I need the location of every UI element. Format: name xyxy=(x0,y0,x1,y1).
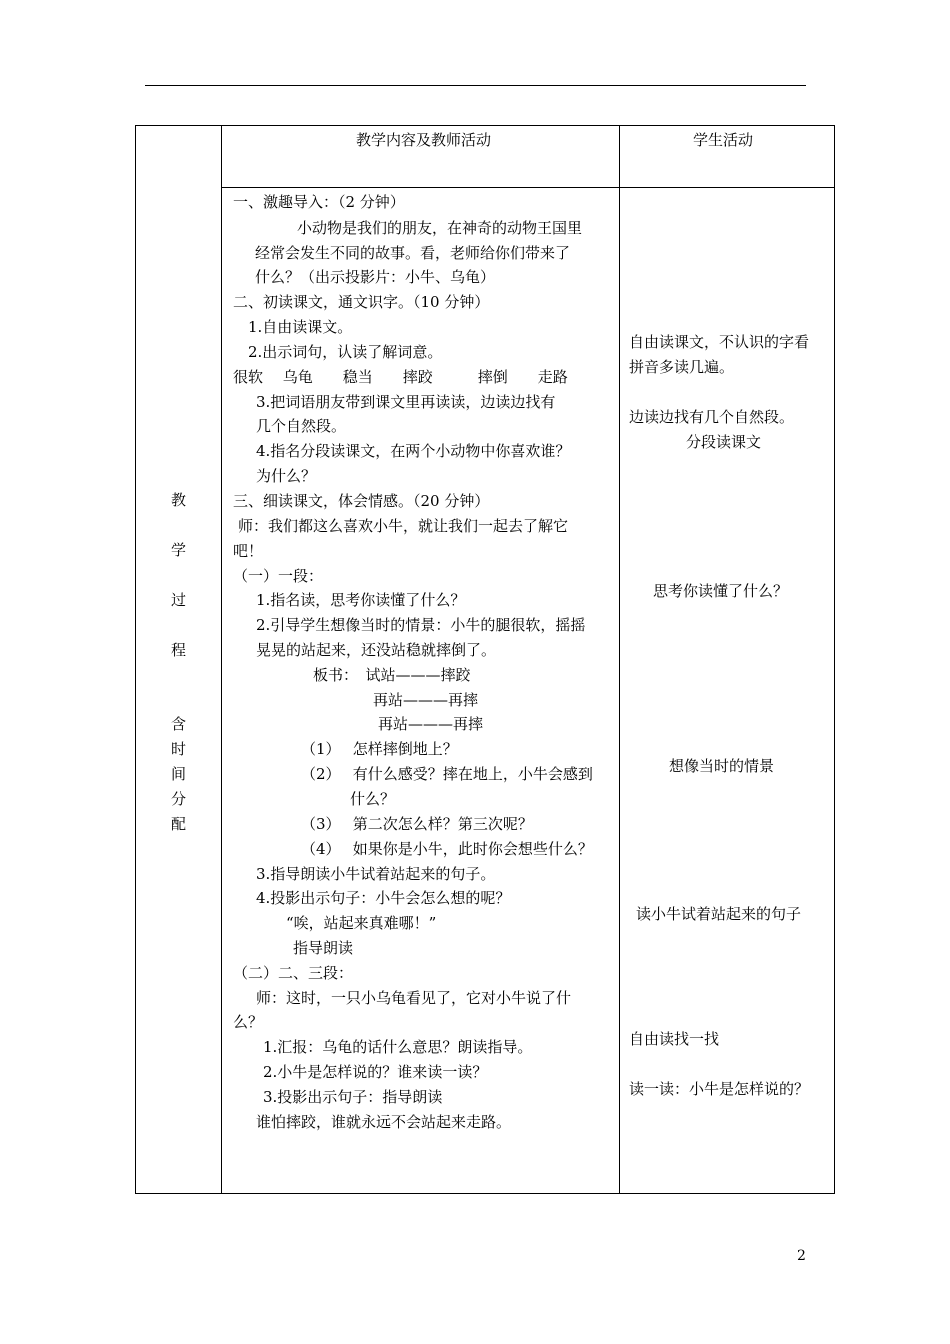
teacher-line: 什么？ xyxy=(350,790,396,808)
side-char: 教 xyxy=(170,491,186,509)
teacher-line: “唉，站起来真难哪！” xyxy=(286,914,437,932)
header-rule xyxy=(145,85,806,86)
teacher-line: 么？ xyxy=(233,1013,264,1031)
student-column-header: 学生活动 xyxy=(693,131,754,149)
side-char: 程 xyxy=(170,641,186,659)
student-line: 想像当时的情景 xyxy=(669,757,775,775)
teacher-line: 4.投影出示句子：小牛会怎么想的呢？ xyxy=(256,889,511,907)
teacher-line: 指导朗读 xyxy=(293,939,354,957)
teacher-line: 什么？（出示投影片：小牛、乌龟） xyxy=(255,268,496,286)
student-line: 思考你读懂了什么？ xyxy=(653,582,789,600)
teacher-line: （3） 第二次怎么样？第三次呢？ xyxy=(301,815,533,833)
side-char: 含 xyxy=(170,715,186,733)
side-label-process xyxy=(136,488,221,688)
teacher-line: 3.把词语朋友带到课文里再读读，边读边找有 xyxy=(256,393,556,411)
teacher-line: 2.出示词句，认读了解词意。 xyxy=(248,343,443,361)
teacher-line: 1.汇报：乌龟的话什么意思？朗读指导。 xyxy=(263,1038,533,1056)
teacher-line: 3.投影出示句子：指导朗读 xyxy=(263,1088,443,1106)
teacher-line: 几个自然段。 xyxy=(256,417,347,435)
teacher-line: （1） 怎样摔倒地上？ xyxy=(301,740,458,758)
teacher-line: 板书： 试站———摔跤 xyxy=(313,666,471,684)
teacher-line: 再站———再摔 xyxy=(378,715,484,733)
teacher-line: 很软 乌龟 稳当 摔跤 摔倒 走路 xyxy=(233,368,568,386)
lesson-table xyxy=(135,125,835,1194)
teacher-line: 2.引导学生想像当时的情景：小牛的腿很软，摇摇 xyxy=(256,616,586,634)
teacher-line: 一、激趣导入：（2 分钟） xyxy=(233,193,405,211)
student-line: 自由读课文，不认识的字看 xyxy=(629,333,810,351)
teacher-line: 为什么？ xyxy=(256,467,317,485)
teacher-line: 经常会发生不同的故事。看，老师给你们带来了 xyxy=(255,244,571,262)
teacher-line: 吧！ xyxy=(233,542,264,560)
student-line: 读一读：小牛是怎样说的？ xyxy=(629,1080,810,1098)
teacher-line: （4） 如果你是小牛，此时你会想些什么？ xyxy=(301,840,593,858)
teacher-line: 3.指导朗读小牛试着站起来的句子。 xyxy=(256,865,496,883)
teacher-line: （一）一段： xyxy=(233,567,324,585)
column-divider-2 xyxy=(619,126,620,1193)
student-line: 读小牛试着站起来的句子 xyxy=(636,905,802,923)
teacher-line: 1.指名读，思考你读懂了什么？ xyxy=(256,591,466,609)
teacher-line: 4.指名分段读课文，在两个小动物中你喜欢谁？ xyxy=(256,442,571,460)
teacher-line: 三、细读课文，体会情感。（20 分钟） xyxy=(233,492,490,510)
teacher-line: 二、初读课文，通文识字。（10 分钟） xyxy=(233,293,490,311)
student-line: 分段读课文 xyxy=(686,433,762,451)
side-label-time xyxy=(136,712,221,837)
side-char: 时 xyxy=(170,740,186,758)
teacher-line: 师：我们都这么喜欢小牛，就让我们一起去了解它 xyxy=(238,517,569,535)
student-line: 拼音多读几遍。 xyxy=(629,358,735,376)
teacher-line: 2.小牛是怎样说的？谁来读一读？ xyxy=(263,1063,488,1081)
student-line: 边读边找有几个自然段。 xyxy=(629,408,795,426)
side-char: 过 xyxy=(170,591,186,609)
side-char: 配 xyxy=(170,815,186,833)
student-line: 自由读找一找 xyxy=(629,1030,720,1048)
teacher-line: （二）二、三段： xyxy=(233,964,354,982)
teacher-line: 师：这时，一只小乌龟看见了，它对小牛说了什 xyxy=(256,989,572,1007)
side-char: 分 xyxy=(170,790,186,808)
teacher-line: 谁怕摔跤，谁就永远不会站起来走路。 xyxy=(256,1113,512,1131)
teacher-line: 小动物是我们的朋友，在神奇的动物王国里 xyxy=(297,219,583,237)
teacher-column-header: 教学内容及教师活动 xyxy=(356,131,492,149)
header-row-divider xyxy=(221,187,834,188)
teacher-line: 1.自由读课文。 xyxy=(248,318,353,336)
side-char: 学 xyxy=(170,541,186,559)
column-divider-1 xyxy=(221,126,222,1193)
teacher-line: 再站———再摔 xyxy=(373,691,479,709)
teacher-line: （2） 有什么感受？摔在地上，小牛会感到 xyxy=(301,765,593,783)
page-number: 2 xyxy=(797,1248,806,1264)
teacher-line: 晃晃的站起来，还没站稳就摔倒了。 xyxy=(256,641,497,659)
side-char: 间 xyxy=(170,765,186,783)
